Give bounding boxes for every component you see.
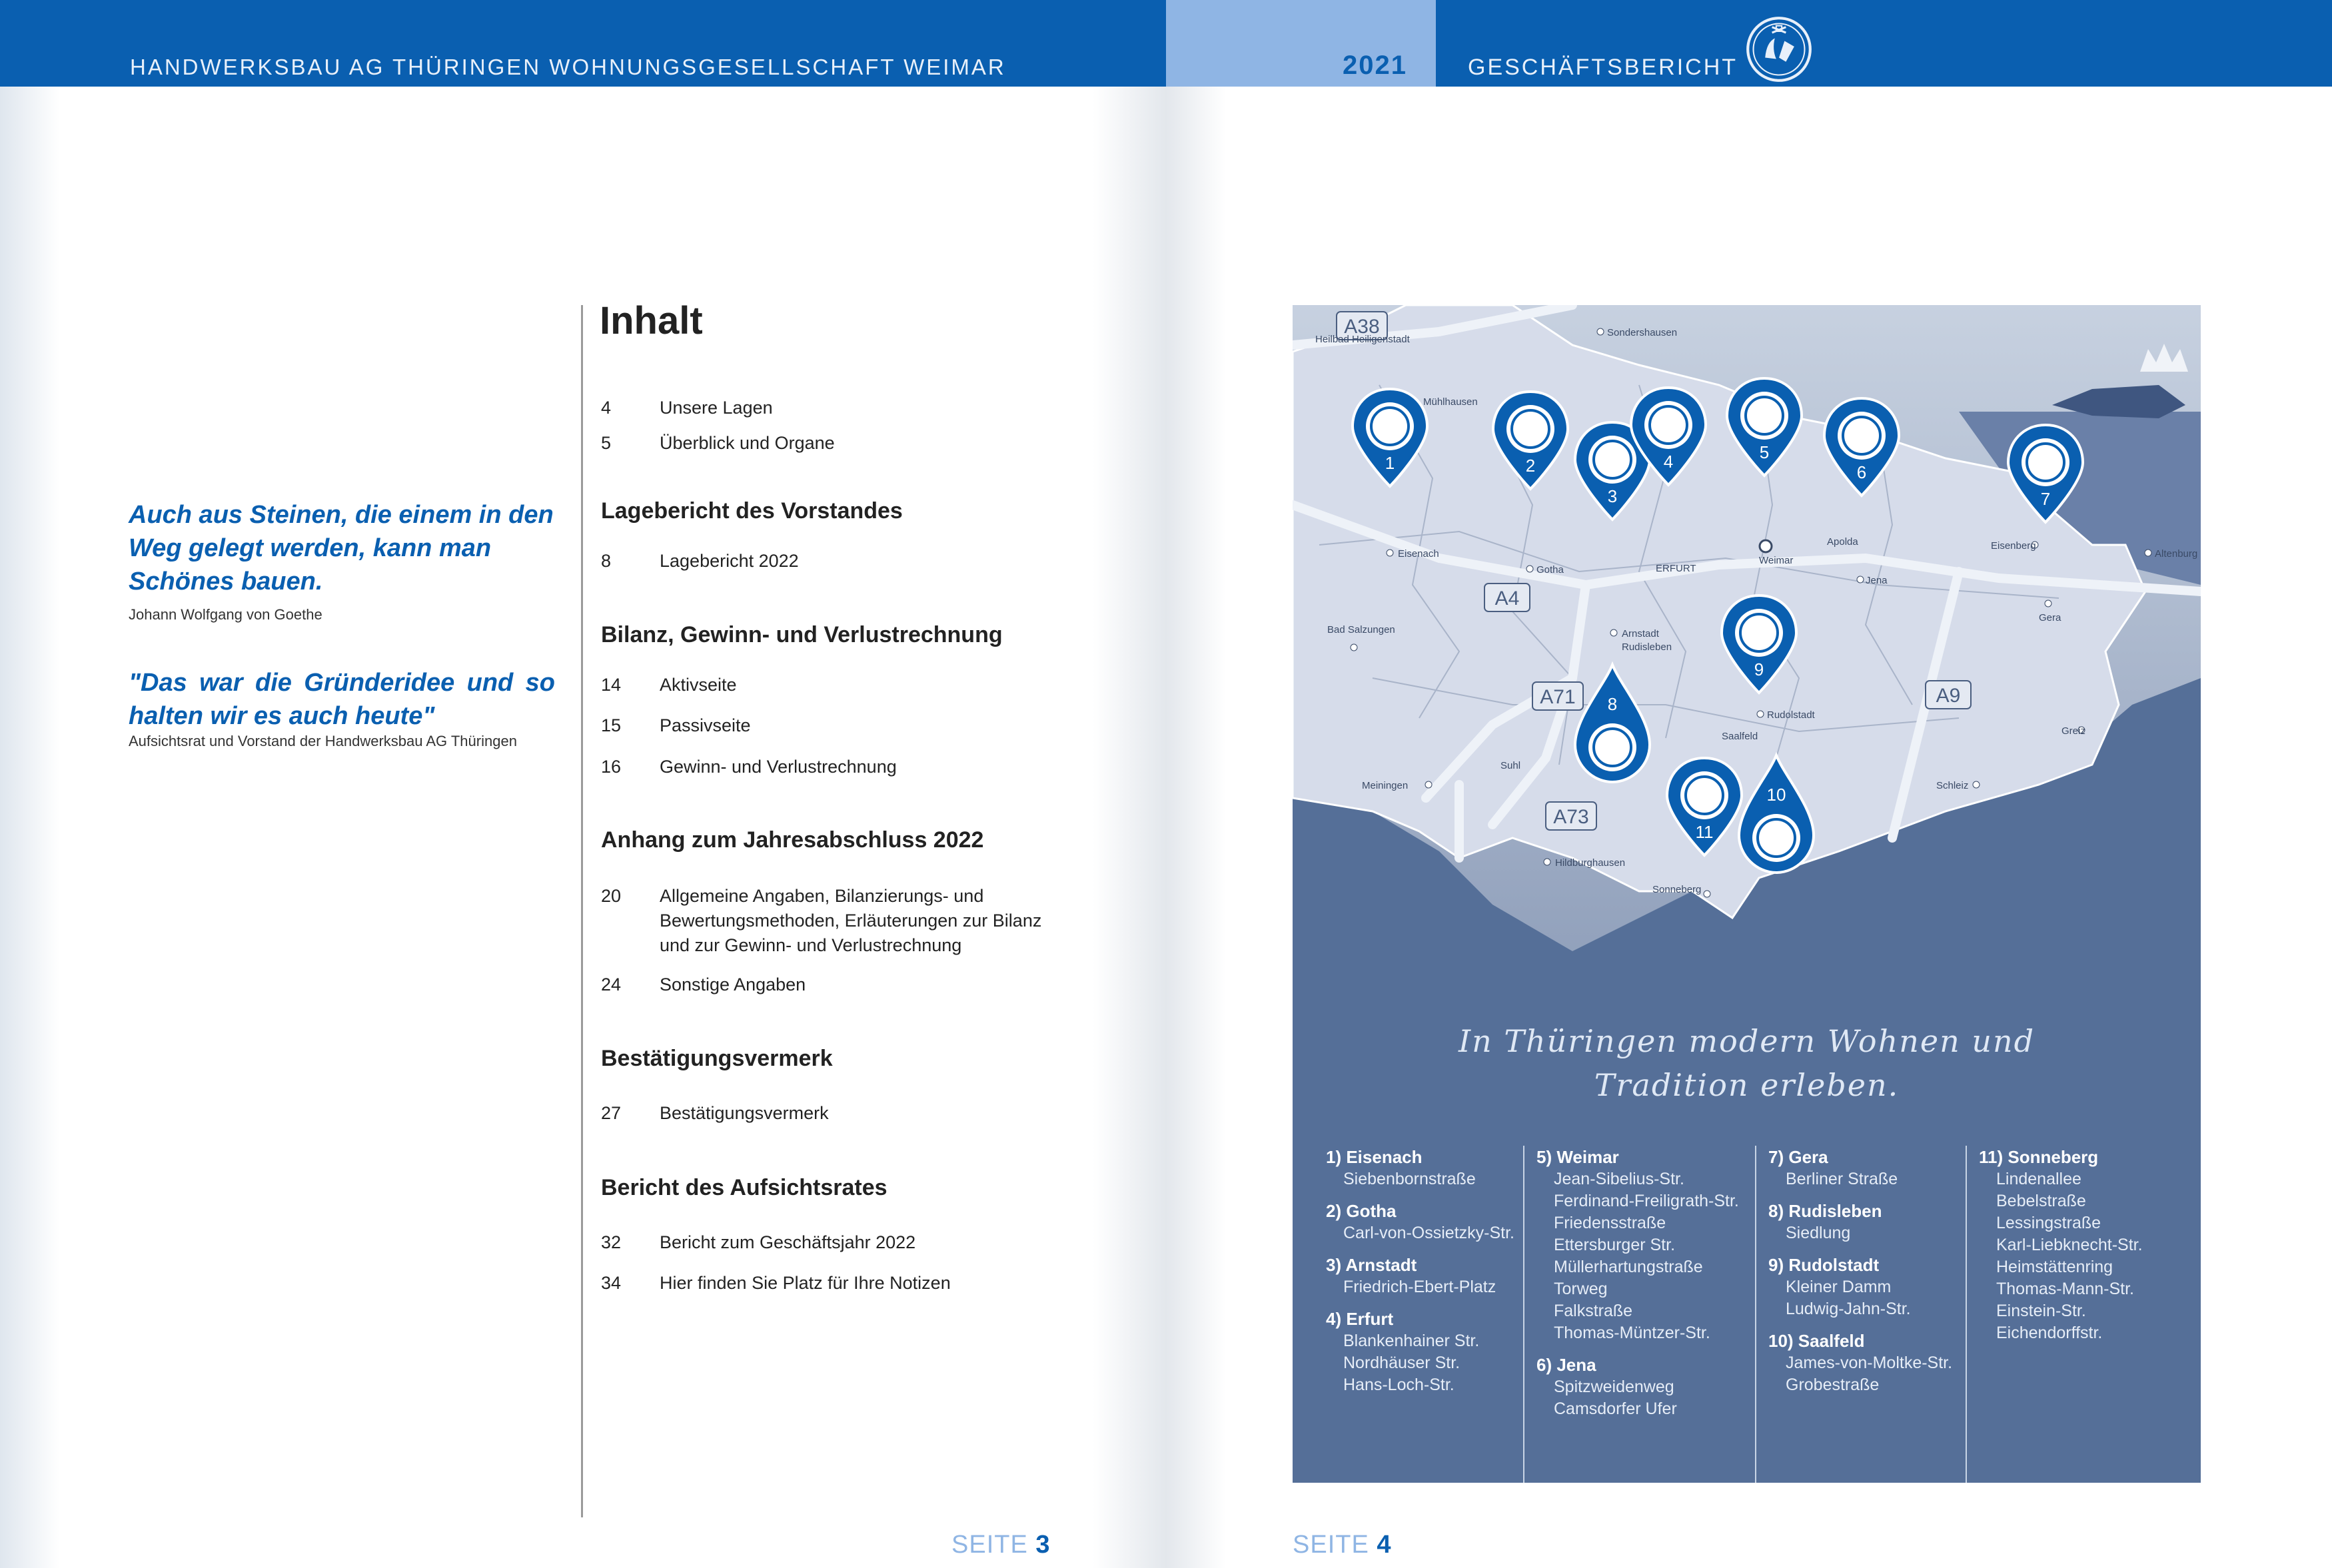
pin-number: 5 (1759, 442, 1770, 462)
toc-label: Aktivseite (660, 675, 737, 695)
town-rudolstadt: Rudolstadt (1767, 709, 1815, 721)
toc-entry[interactable] (601, 713, 1073, 738)
legend-street: Karl-Liebknecht-Str. (1996, 1236, 2143, 1254)
town-greiz: Greiz (2061, 725, 2085, 737)
report-title: GESCHÄFTSBERICHT (1468, 55, 1738, 80)
town-sondershausen: Sondershausen (1607, 327, 1678, 338)
legend-city: 7) Gera (1768, 1147, 1828, 1167)
town-schleiz: Schleiz (1936, 780, 1969, 791)
legend-group (1326, 1308, 1514, 1396)
toc-page: 4 (601, 398, 612, 418)
toc-section-title: Bericht des Aufsichtsrates (601, 1175, 887, 1200)
legend-divider (1523, 1146, 1524, 1483)
pin-number: 11 (1695, 822, 1714, 842)
toc-entry[interactable] (601, 396, 1073, 420)
toc-entry[interactable] (601, 884, 1073, 958)
legend-street: Müllerhartungstraße (1554, 1258, 1703, 1276)
toc-label: Unsere Lagen (660, 398, 773, 418)
town-weimar: Weimar (1759, 555, 1794, 566)
report-year: 2021 (1343, 51, 1407, 80)
toc-label: Lagebericht 2022 (660, 551, 799, 571)
legend-street: Ettersburger Str. (1554, 1236, 1676, 1254)
pin-number: 6 (1856, 462, 1867, 482)
legend-street: Ludwig-Jahn-Str. (1786, 1300, 1911, 1318)
toc-entry[interactable] (601, 1101, 1073, 1126)
legend-street: James-von-Moltke-Str. (1786, 1354, 1953, 1372)
legend-street: Spitzweidenweg (1554, 1377, 1674, 1396)
legend-group (1768, 1330, 1952, 1396)
town-arnstadt: Arnstadt (1622, 628, 1659, 639)
legend-street: Blankenhainer Str. (1343, 1332, 1480, 1350)
road-a9: A9 (1936, 685, 1961, 707)
legend-street: Einstein-Str. (1996, 1302, 2086, 1320)
legend-city: 9) Rudolstadt (1768, 1255, 1880, 1275)
toc-entry[interactable] (601, 755, 1073, 779)
town-eisenach: Eisenach (1398, 548, 1439, 560)
legend-street: Eichendorffstr. (1996, 1324, 2103, 1342)
road-a71: A71 (1540, 686, 1576, 708)
pin-number: 8 (1607, 694, 1618, 714)
town-heiligenstadt: Heilbad Heiligenstadt (1315, 334, 1410, 345)
pin-number: 1 (1385, 453, 1395, 473)
toc-section-title: Lagebericht des Vorstandes (601, 498, 903, 524)
legend-group (1326, 1146, 1514, 1190)
legend-street: Lessingstraße (1996, 1214, 2101, 1232)
pin-number: 3 (1607, 486, 1618, 506)
thuringia-map (1293, 305, 2201, 1024)
slogan-line: Tradition erleben. (1594, 1067, 1900, 1103)
toc-page: 20 (601, 886, 622, 906)
legend-street: Ferdinand-Freiligrath-Str. (1554, 1192, 1739, 1210)
town-eisenberg: Eisenberg (1991, 540, 2036, 552)
legend-street: Siebenbornstraße (1343, 1170, 1476, 1188)
town-jena: Jena (1866, 575, 1888, 586)
founder-quote-source: Aufsichtsrat und Vorstand der Handwerksbau AG Thüringen (129, 733, 517, 749)
legend-column-3 (1768, 1146, 1952, 1405)
legend-street: Friedrich-Ebert-Platz (1343, 1278, 1496, 1296)
legend-group (1536, 1146, 1739, 1344)
legend-street: Thomas-Müntzer-Str. (1554, 1324, 1710, 1342)
legend-group (1326, 1254, 1514, 1298)
town-gera: Gera (2039, 612, 2061, 623)
toc-label: Passivseite (660, 715, 751, 735)
road-a73: A73 (1553, 806, 1589, 828)
legend-group (1979, 1146, 2143, 1344)
legend-group (1768, 1146, 1952, 1190)
toc-entry[interactable] (601, 549, 1073, 574)
company-title: HANDWERKSBAU AG THÜRINGEN WOHNUNGSGESELLSCHAFT WEIMAR (130, 55, 1006, 79)
pin-number: 7 (2040, 489, 2051, 509)
legend-street: Thomas-Mann-Str. (1996, 1280, 2135, 1298)
legend-city: 5) Weimar (1536, 1147, 1619, 1167)
company-logo-icon (1744, 15, 1814, 84)
legend-street: Heimstättenring (1996, 1258, 2113, 1276)
toc-page: 32 (601, 1232, 622, 1252)
legend-street: Camsdorfer Ufer (1554, 1399, 1677, 1418)
legend-street: Bebelstraße (1996, 1192, 2086, 1210)
toc-page: 5 (601, 433, 612, 453)
toc-entry[interactable] (601, 673, 1073, 697)
toc-page: 14 (601, 675, 622, 695)
pin-number: 4 (1663, 452, 1674, 472)
legend-divider (1966, 1146, 1967, 1483)
legend-city: 4) Erfurt (1326, 1309, 1394, 1329)
toc-divider (581, 305, 583, 1517)
pin-number: 9 (1754, 659, 1764, 679)
toc-title: Inhalt (600, 299, 703, 342)
page-gutter (1093, 87, 1166, 1568)
town-rudisleben: Rudisleben (1622, 641, 1672, 653)
goethe-quote: Auch aus Steinen, die einem in den Weg gelegt werden, kann man Schönes bauen. (129, 501, 554, 595)
toc-entry[interactable] (601, 1230, 1073, 1255)
toc-section-title: Bilanz, Gewinn- und Verlustrechnung (601, 622, 1003, 647)
legend-street: Falkstraße (1554, 1302, 1633, 1320)
legend-city: 2) Gotha (1326, 1201, 1397, 1221)
pin-number: 10 (1766, 785, 1786, 805)
toc-label: Sonstige Angaben (660, 975, 806, 994)
toc-page: 24 (601, 975, 622, 994)
toc-entry[interactable] (601, 431, 1073, 456)
toc-page: 16 (601, 757, 622, 777)
page-digit: 3 (1035, 1531, 1051, 1559)
legend-street: Grobestraße (1786, 1375, 1880, 1394)
legend-column-4 (1979, 1146, 2143, 1354)
legend-group (1326, 1200, 1514, 1244)
toc-page: 27 (601, 1103, 622, 1123)
toc-entry[interactable] (601, 973, 1073, 997)
legend-street: Berliner Straße (1786, 1170, 1898, 1188)
page-word: SEITE (951, 1531, 1028, 1559)
legend-street: Jean-Sibelius-Str. (1554, 1170, 1684, 1188)
legend-column-1 (1326, 1146, 1514, 1405)
legend-city: 6) Jena (1536, 1355, 1596, 1375)
town-muehlhausen: Mühlhausen (1423, 396, 1478, 408)
legend-street: Hans-Loch-Str. (1343, 1375, 1455, 1394)
legend-street: Siedlung (1786, 1224, 1851, 1242)
legend-street: Carl-von-Ossietzky-Str. (1343, 1224, 1514, 1242)
toc-page: 15 (601, 715, 622, 735)
toc-label: Bestätigungsvermerk (660, 1103, 829, 1123)
legend-city: 8) Rudisleben (1768, 1201, 1882, 1221)
goethe-quote-source: Johann Wolfgang von Goethe (129, 606, 322, 623)
town-suhl: Suhl (1500, 760, 1521, 771)
page-number-right (1293, 1531, 1392, 1559)
road-a38: A38 (1344, 316, 1380, 338)
town-bad-salzungen: Bad Salzungen (1327, 624, 1395, 635)
slogan (1293, 1019, 2201, 1107)
toc-label: Bericht zum Geschäftsjahr 2022 (660, 1232, 916, 1252)
toc-label: Überblick und Organe (660, 433, 835, 453)
legend-group (1768, 1200, 1952, 1244)
slogan-line: In Thüringen modern Wohnen und (1458, 1023, 2036, 1059)
toc-label: Gewinn- und Verlustrechnung (660, 757, 897, 777)
pin-number: 2 (1525, 456, 1536, 476)
legend-group (1536, 1354, 1739, 1420)
page-shadow-left (0, 87, 60, 1568)
town-meiningen: Meiningen (1362, 780, 1409, 791)
town-erfurt: ERFURT (1656, 563, 1696, 574)
toc-section-title: Anhang zum Jahresabschluss 2022 (601, 827, 984, 853)
legend-street: Friedensstraße (1554, 1214, 1666, 1232)
road-a4: A4 (1494, 588, 1520, 609)
legend-street: Lindenallee (1996, 1170, 2081, 1188)
legend-city: 10) Saalfeld (1768, 1331, 1865, 1351)
founder-quote: "Das war die Gründeridee und so halten wir es auch heute" (129, 669, 555, 730)
toc-section-title: Bestätigungsvermerk (601, 1046, 833, 1071)
toc-label: Allgemeine Angaben, Bilanzierungs- und Bewertungsmethoden, Erläuterungen zur Bilanz und zur Gewinn- und Verlustrechnung (660, 886, 1042, 955)
town-sonneberg: Sonneberg (1652, 884, 1702, 895)
legend-city: 11) Sonneberg (1979, 1147, 2099, 1167)
page-number-left (951, 1531, 1051, 1559)
page-word: SEITE (1293, 1531, 1369, 1559)
legend-street: Nordhäuser Str. (1343, 1354, 1460, 1372)
town-saalfeld: Saalfeld (1722, 731, 1758, 742)
legend-street: Torweg (1554, 1280, 1608, 1298)
legend-city: 3) Arnstadt (1326, 1255, 1417, 1275)
toc-entry[interactable] (601, 1271, 1073, 1296)
town-hildburghausen: Hildburghausen (1555, 857, 1626, 869)
page-digit: 4 (1377, 1531, 1392, 1559)
toc-label: Hier finden Sie Platz für Ihre Notizen (660, 1273, 951, 1293)
town-altenburg: Altenburg (2155, 548, 2198, 560)
toc-page: 34 (601, 1273, 622, 1293)
toc-page: 8 (601, 551, 612, 571)
legend-group (1768, 1254, 1952, 1320)
legend-column-2 (1536, 1146, 1739, 1429)
town-apolda: Apolda (1827, 536, 1858, 548)
legend-street: Kleiner Damm (1786, 1278, 1892, 1296)
legend-city: 1) Eisenach (1326, 1147, 1423, 1167)
locations-map-panel (1293, 305, 2201, 1483)
town-gotha: Gotha (1536, 564, 1564, 576)
page-gutter-right (1166, 87, 1226, 1568)
legend-divider (1755, 1146, 1756, 1483)
